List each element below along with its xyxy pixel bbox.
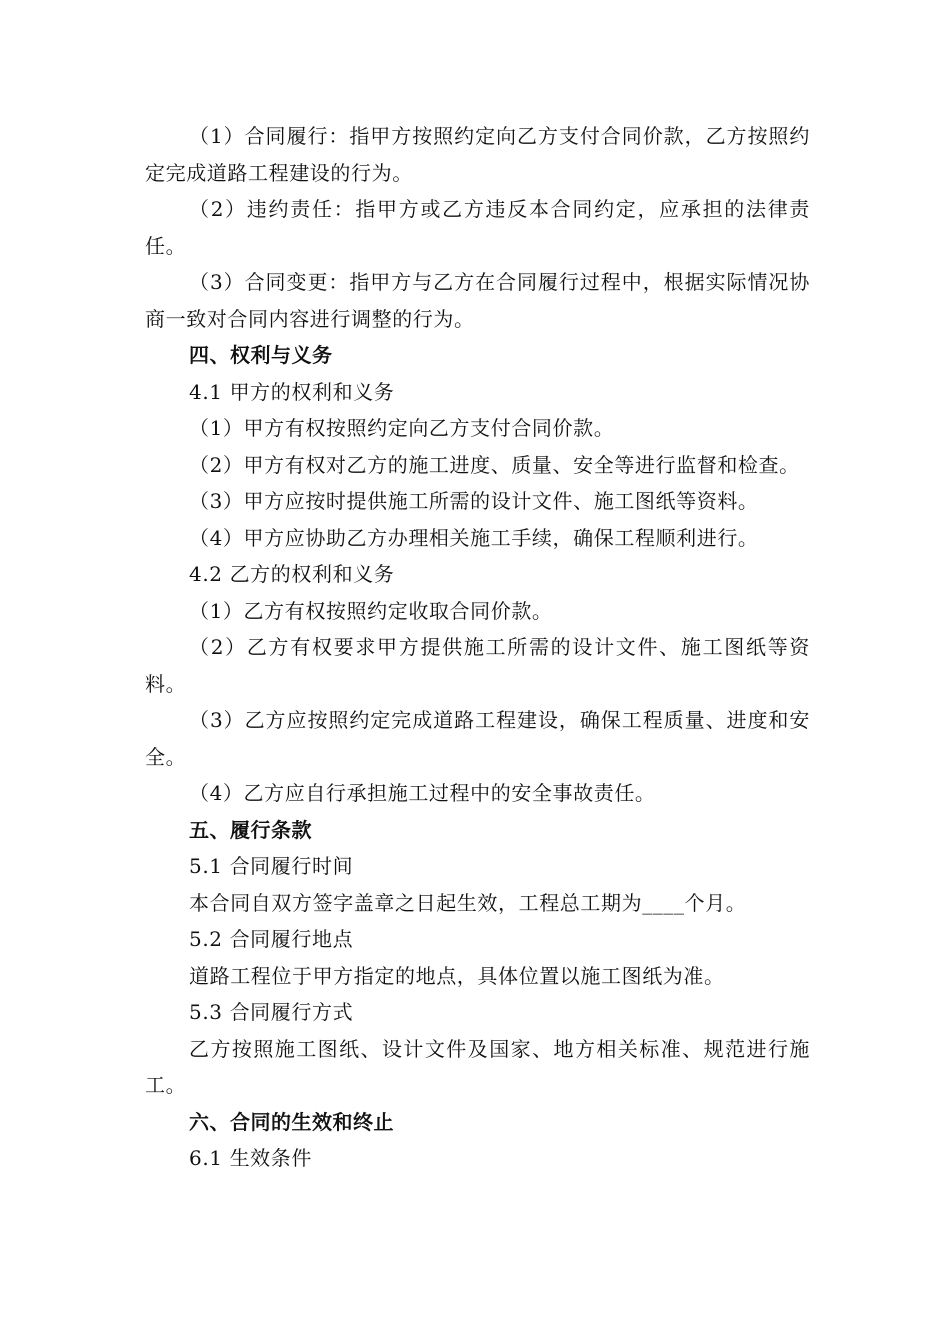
subsection-title-party-b: 4.2 乙方的权利和义务 bbox=[189, 562, 395, 586]
section-heading-rights-obligations: 四、权利与义务 bbox=[189, 343, 333, 367]
performance-time-text: 本合同自双方签字盖章之日起生效，工程总工期为____个月。 bbox=[189, 890, 747, 915]
definition-breach-liability: （2）违约责任：指甲方或乙方违反本合同约定，应承担的法律责任。 bbox=[145, 197, 810, 258]
party-a-item-3: （3）甲方应按时提供施工所需的设计文件、施工图纸等资料。 bbox=[189, 489, 759, 513]
subsection-title-performance-location: 5.2 合同履行地点 bbox=[189, 927, 354, 951]
definition-performance: （1）合同履行：指甲方按照约定向乙方支付合同价款，乙方按照约定完成道路工程建设的行为。 bbox=[145, 124, 810, 185]
party-b-item-3: （3）乙方应按照约定完成道路工程建设，确保工程质量、进度和安全。 bbox=[145, 708, 810, 769]
party-b-item-4: （4）乙方应自行承担施工过程中的安全事故责任。 bbox=[189, 781, 656, 805]
party-b-item-1: （1）乙方有权按照约定收取合同价款。 bbox=[189, 598, 553, 623]
performance-location-text: 道路工程位于甲方指定的地点，具体位置以施工图纸为准。 bbox=[189, 963, 725, 988]
document-body bbox=[145, 118, 810, 1177]
party-b-item-2: （2）乙方有权要求甲方提供施工所需的设计文件、施工图纸等资料。 bbox=[145, 635, 810, 696]
party-a-item-1: （1）甲方有权按照约定向乙方支付合同价款。 bbox=[189, 416, 615, 440]
subsection-title-performance-time: 5.1 合同履行时间 bbox=[189, 854, 354, 878]
performance-method-text: 乙方按照施工图纸、设计文件及国家、地方相关标准、规范进行施工。 bbox=[145, 1036, 810, 1097]
subsection-title-effective-conditions: 6.1 生效条件 bbox=[189, 1146, 312, 1170]
subsection-title-party-a: 4.1 甲方的权利和义务 bbox=[189, 379, 395, 404]
section-heading-performance-terms: 五、履行条款 bbox=[189, 817, 312, 842]
subsection-title-performance-method: 5.3 合同履行方式 bbox=[189, 1000, 354, 1024]
definition-contract-change: （3）合同变更：指甲方与乙方在合同履行过程中，根据实际情况协商一致对合同内容进行调整的行为。 bbox=[145, 270, 810, 331]
party-a-item-4: （4）甲方应协助乙方办理相关施工手续，确保工程顺利进行。 bbox=[189, 525, 759, 550]
section-heading-effect-termination: 六、合同的生效和终止 bbox=[189, 1109, 394, 1134]
party-a-item-2: （2）甲方有权对乙方的施工进度、质量、安全等进行监督和检查。 bbox=[189, 452, 800, 477]
